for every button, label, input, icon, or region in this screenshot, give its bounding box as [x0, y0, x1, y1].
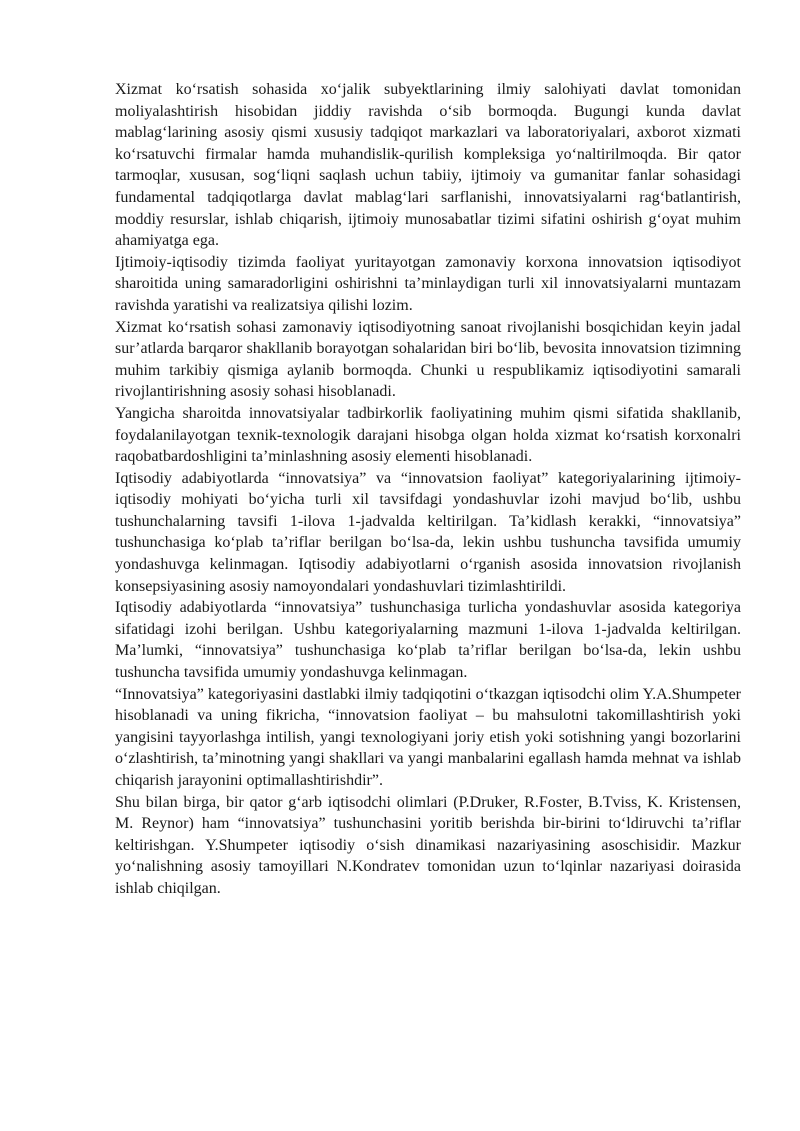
paragraph-entrepreneurship: Yangicha sharoitda innovatsiyalar tadbirkorlik faoliyatining muhim qismi sifatida shakllanib, foydalanilayotgan texnik-texnologik darajani hisobga olgan holda xizmat ko‘rsatish korxonalri raqobatbardoshligini ta’minlashning asosiy elementi hisoblanadi. [115, 404, 741, 466]
paragraph-shumpeter-definition: “Innovatsiya” kategoriyasini dastlabki ilmiy tadqiqotini o‘tkazgan iqtisodchi olim Y.A.Shumpeter hisoblanadi va uning fikricha, “innovatsion faoliyat – bu mahsulotni takomillashtirish yoki yangisini tayyorlashga intilish, yangi texnologiyani joriy etish yoki sotishning yangi bozorlarini o‘zlashtirish, ta’minotning yangi shakllari va yangi manbalarini egallash hamda mehnat va ishlab chiqarish jarayonini optimallashtirishdir”. [115, 685, 741, 789]
paragraph-western-economists: Shu bilan birga, bir qator g‘arb iqtisodchi olimlari (P.Druker, R.Foster, B.Tviss, K. Kristensen, M. Reynor) ham “innovatsiya” tushunchasini yoritib berishda bir-birini to‘ldiruvchi ta’riflar keltirishgan. Y.Shumpeter iqtisodiy o‘sish dinamikasi nazariyasining asoschisidir. Mazkur yo‘nalishning asosiy tamoyillari N.Kondratev tomonidan uzun to‘lqinlar nazariyasi doirasida ishlab chiqilgan. [115, 793, 741, 897]
paragraph-literature-review: Iqtisodiy adabiyotlarda “innovatsiya” va “innovatsion faoliyat” kategoriyalarining ijtimoiy-iqtisodiy mohiyati bo‘yicha turli xil tavsifdagi yondashuvlar izohi mavjud bo‘lib, ushbu tushunchalarning tavsifi 1-ilova 1-jadvalda keltirilgan. Ta’kidlash kerakki, “innovatsiya” tushunchasiga ko‘plab ta’riflar berilgan bo‘lsa-da, lekin ushbu tushuncha tavsifida umumiy yondashuvga kelinmagan. Iqtisodiy adabiyotlarni o‘rganish asosida innovatsion rivojlanish konsepsiyasining asosiy namoyondalari yondashuvlari tizimlashtirildi. [115, 469, 741, 595]
paragraph-service-sector: Xizmat ko‘rsatish sohasi zamonaviy iqtisodiyotning sanoat rivojlanishi bosqichidan keyin jadal sur’atlarda barqaror shakllanib borayotgan sohalaridan biri bo‘lib, bevosita innovatsion tizimning muhim tarkibiy qismiga aylanib bormoqda. Chunki u respublikamiz iqtisodiyotini samarali rivojlantirishning asosiy sohasi hisoblanadi. [115, 318, 741, 401]
document-page [115, 79, 741, 900]
paragraph-enterprise: Ijtimoiy-iqtisodiy tizimda faoliyat yuritayotgan zamonaviy korxona innovatsion iqtisodiyot sharoitida uning samaradorligini oshirishni ta’minlaydigan turli xil innovatsiyalarni muntazam ravishda yaratishi va realizatsiya qilishi lozim. [115, 253, 741, 314]
paragraph-funding: Xizmat ko‘rsatish sohasida xo‘jalik subyektlarining ilmiy salohiyati davlat tomonidan moliyalashtirish hisobidan jiddiy ravishda o‘sib bormoqda. Bugungi kunda davlat mablag‘larining asosiy qismi xususiy tadqiqot markazlari va laboratoriyalari, axborot xizmati ko‘rsatuvchi firmalar hamda muhandislik-qurilish kompleksiga yo‘naltirilmoqda. Bir qator tarmoqlar, xususan, sog‘liqni saqlash uchun tabiiy, ijtimoiy va gumanitar fanlar sohasidagi fundamental tadqiqotlarga davlat mablag‘lari sarflanishi, innovatsiyalarni rag‘batlantirish, moddiy resurslar, ishlab chiqarish, ijtimoiy munosabatlar tizimi sifatini oshirish g‘oyat muhim ahamiyatga ega. [115, 81, 741, 250]
paragraph-category-approaches: Iqtisodiy adabiyotlarda “innovatsiya” tushunchasiga turlicha yondashuvlar asosida kategoriya sifatidagi izohi berilgan. Ushbu kategoriyalarning mazmuni 1-ilova 1-jadvalda keltirilgan. Ma’lumki, “innovatsiya” tushunchasiga ko‘plab ta’riflar berilgan bo‘lsa-da, lekin ushbu tushuncha tavsifida umumiy yondashuvga kelinmagan. [115, 599, 741, 682]
